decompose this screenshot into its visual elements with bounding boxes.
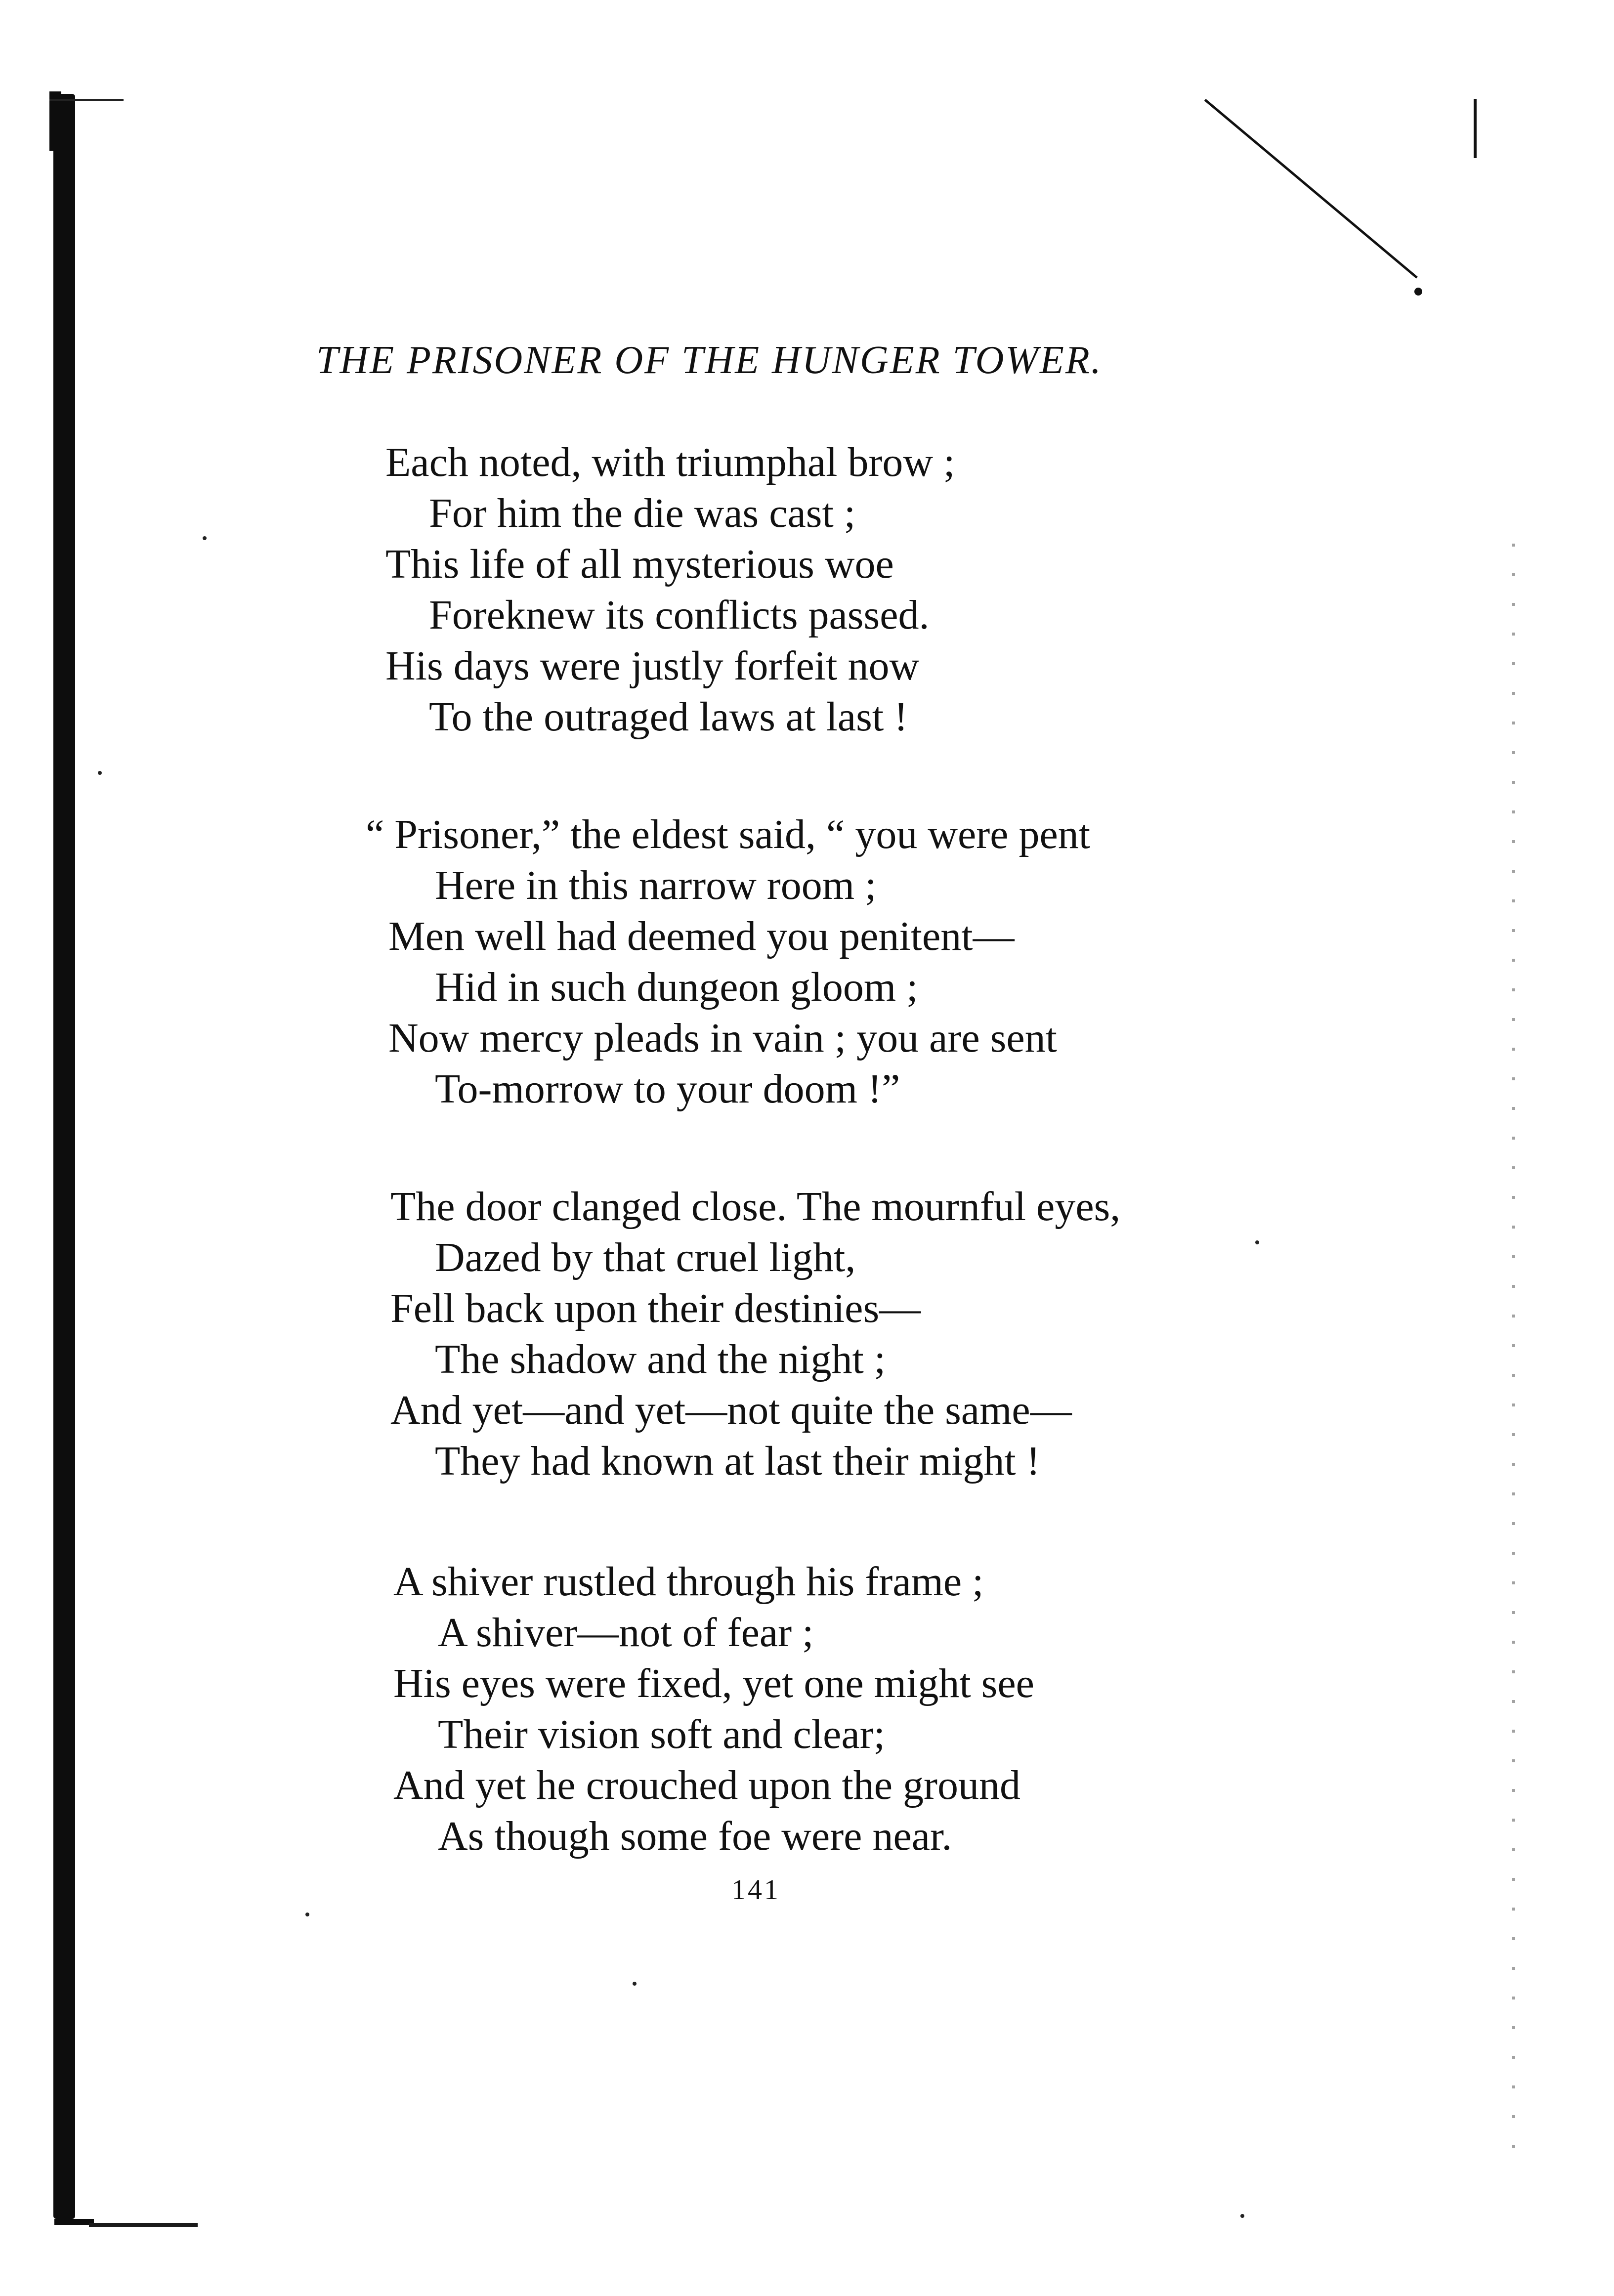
- fold-mark: [1204, 99, 1418, 279]
- page-number: 141: [731, 1873, 780, 1906]
- scan-spine-foot: [54, 2219, 94, 2225]
- verse-line: To the outraged laws at last !: [429, 694, 908, 740]
- scan-base-rule: [89, 2223, 198, 2227]
- scan-top-rule: [49, 99, 124, 101]
- scan-speck: [1255, 1240, 1259, 1244]
- stanza-1: [0, 437, 955, 742]
- verse-line: And yet—and yet—not quite the same—: [390, 1387, 1072, 1433]
- verse-line: His days were justly forfeit now: [385, 643, 920, 689]
- stanza-4: [0, 1556, 1034, 1862]
- scan-speck: [305, 1913, 309, 1916]
- verse-line: Here in this narrow room ;: [435, 862, 877, 908]
- stanza-2: [0, 809, 1090, 1114]
- scan-edge-mark: [1474, 99, 1477, 158]
- verse-line: His eyes were fixed, yet one might see: [393, 1660, 1034, 1706]
- verse-line: A shiver—not of fear ;: [438, 1610, 814, 1656]
- verse-line: And yet he crouched upon the ground: [393, 1762, 1020, 1808]
- verse-line: This life of all mysterious woe: [385, 541, 894, 587]
- verse-line: To-morrow to your doom !”: [435, 1066, 900, 1112]
- verse-line: Now mercy pleads in vain ; you are sent: [388, 1015, 1057, 1061]
- stanza-3: [0, 1181, 1120, 1487]
- scan-edge-speckle: [1512, 544, 1515, 2174]
- verse-line: Fell back upon their destinies—: [390, 1285, 921, 1331]
- verse-line: As though some foe were near.: [438, 1813, 952, 1859]
- verse-line: Foreknew its conflicts passed.: [429, 592, 930, 638]
- running-head: THE PRISONER OF THE HUNGER TOWER.: [316, 339, 1103, 382]
- verse-line: Their vision soft and clear;: [438, 1711, 886, 1757]
- scan-speck: [1240, 2214, 1244, 2218]
- verse-line: The shadow and the night ;: [435, 1336, 886, 1382]
- verse-line: Each noted, with triumphal brow ;: [385, 439, 955, 485]
- scan-speck: [633, 1982, 637, 1986]
- scan-spine-shadow: [53, 94, 75, 2219]
- verse-line: The door clanged close. The mournful eyes,: [390, 1184, 1121, 1230]
- verse-line: Dazed by that cruel light,: [435, 1234, 856, 1280]
- verse-line: Men well had deemed you penitent—: [388, 913, 1015, 959]
- verse-line: For him the die was cast ;: [429, 490, 856, 536]
- verse-line: A shiver rustled through his frame ;: [393, 1559, 984, 1605]
- scan-speck: [98, 771, 102, 775]
- fold-mark-end: [1414, 288, 1422, 296]
- verse-line: They had known at last their might !: [435, 1438, 1040, 1484]
- verse-line: Hid in such dungeon gloom ;: [435, 964, 918, 1010]
- verse-line: “ Prisoner,” the eldest said, “ you were pent: [366, 811, 1091, 857]
